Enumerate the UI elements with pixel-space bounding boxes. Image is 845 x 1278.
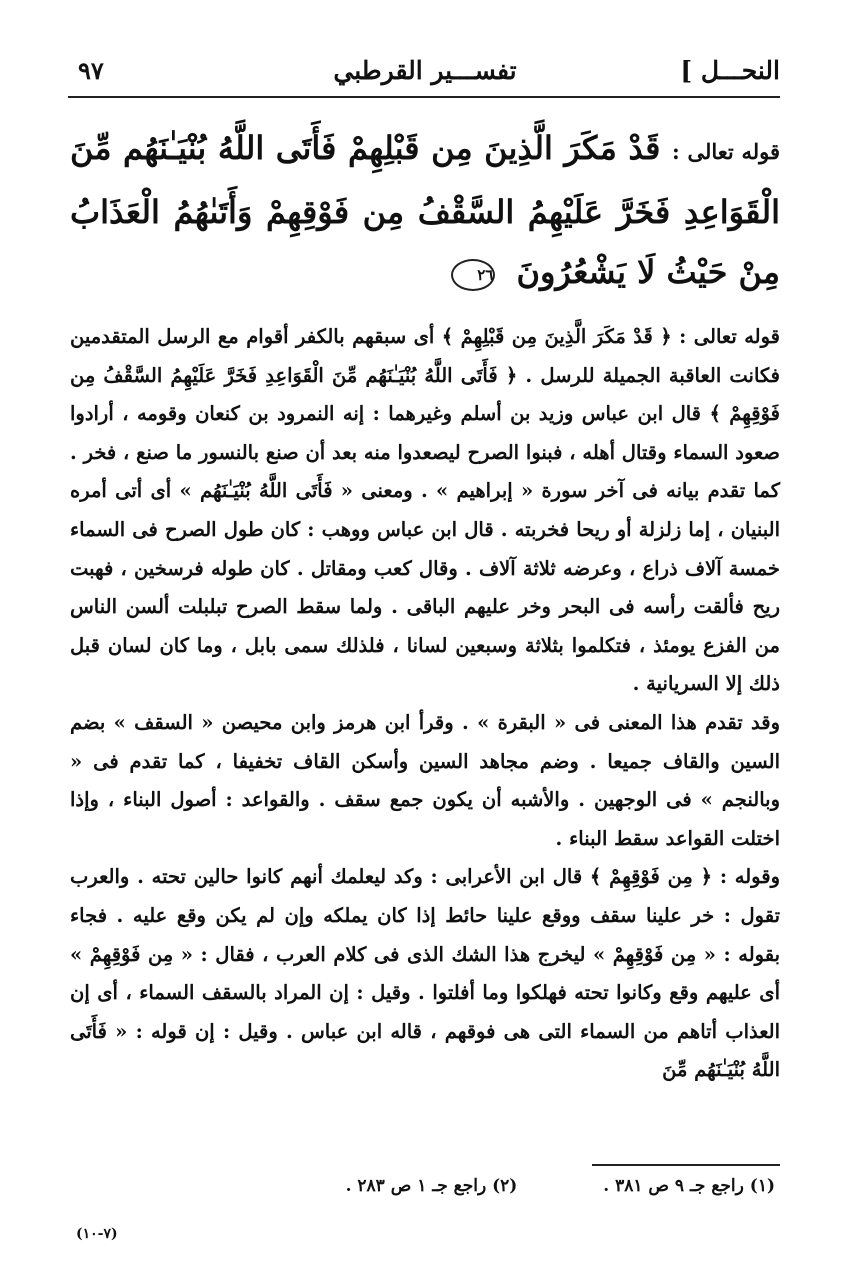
book-title: تفســـير القرطبي [333,56,517,85]
page-number: ٩٧ [78,56,104,85]
verse-text: قَدْ مَكَرَ الَّذِينَ مِن قَبْلِهِمْ فَأَتَى اللَّهُ بُنْيَـٰنَهُم مِّنَ الْقَوَاعِدِ فَخَرَّ عَلَيْهِمُ السَّقْفُ مِن فَوْقِهِمْ وَأَتَىٰهُمُ الْعَذَابُ مِنْ حَيْثُ لَا يَشْعُرُونَ [70,129,780,291]
verse-intro: قوله تعالى : [672,139,781,164]
footnotes [230,1176,775,1196]
footnote-divider [592,1164,780,1166]
page-header [70,50,780,92]
footnote: (١) راجع جـ ٩ ص ٣٨١ . [603,1176,775,1196]
quran-verse [70,118,780,302]
verse-number-marker: ٢٦ [451,259,495,291]
printer-signature: (٧-١٠) [76,1226,118,1242]
footnote: (٢) راجع جـ ١ ص ٢٨٣ . [345,1176,518,1196]
commentary-paragraph: وقوله : ﴿ مِن فَوْقِهِمْ ﴾ قال ابن الأعرابى : وكد ليعلمك أنهم كانوا حالين تحته . والعرب تقول : خر علينا سقف ووقع علينا حائط إذا كان يملكه وإن لم يكن وقع عليه . فجاء بقوله : « مِن فَوْقِهِمْ » ليخرج هذا الشك الذى فى كلام العرب ، فقال : « مِن فَوْقِهِمْ » أى عليهم وقع وكانوا تحته فهلكوا وما أفلتوا . وقيل : إن المراد بالسقف السماء ، أى إن العذاب أتاهم من السماء التى هى فوقهم ، قاله ابن عباس . وقيل : إن قوله : « فَأَتَى اللَّهُ بُنْيَـٰنَهُم مِّنَ [70,865,780,1082]
surah-name: النحـــل ] [680,56,780,85]
tafsir-commentary [70,318,780,1090]
commentary-paragraph: وقد تقدم هذا المعنى فى « البقرة » . وقرأ ابن هرمز وابن محيصن « السقف » بضم السين والقاف جميعا . وضم مجاهد السين وأسكن القاف تخفيفا ، كما تقدم فى « وبالنجم » فى الوجهين . والأشبه أن يكون جمع سقف . والقواعد : أصول البناء ، وإذا اختلت القواعد سقط البناء . [70,710,780,850]
commentary-paragraph: قوله تعالى : ﴿ قَدْ مَكَرَ الَّذِينَ مِن قَبْلِهِمْ ﴾ أى سبقهم بالكفر أقوام مع الرسل المتقدمين فكانت العاقبة الجميلة للرسل . ﴿ فَأَتَى اللَّهُ بُنْيَـٰنَهُم مِّنَ الْقَوَاعِدِ فَخَرَّ عَلَيْهِمُ السَّقْفُ مِن فَوْقِهِمْ ﴾ قال ابن عباس وزيد بن أسلم وغيرهما : إنه النمرود بن كنعان وقومه ، أرادوا صعود السماء وقتال أهله ، فبنوا الصرح ليصعدوا منه بعد أن صنع بالنسور ما صنع ، فخر . كما تقدم بيانه فى آخر سورة « إبراهيم » . ومعنى « فَأَتَى اللَّهُ بُنْيَـٰنَهُم » أى أتى أمره البنيان ، إما زلزلة أو ريحا فخربته . قال ابن عباس ووهب : كان طول الصرح فى السماء خمسة آلاف ذراع ، وعرضه ثلاثة آلاف . وقال كعب ومقاتل . كان طوله فرسخين ، فهبت ريح فألقت رأسه فى البحر وخر عليهم الباقى . ولما سقط الصرح تبلبلت ألسن الناس من الفزع يومئذ ، فتكلموا بثلاثة وسبعين لسانا ، فلذلك سمى بابل ، وما كان لسان قبل ذلك إلا السريانية . [70,325,780,696]
header-divider [68,96,780,98]
